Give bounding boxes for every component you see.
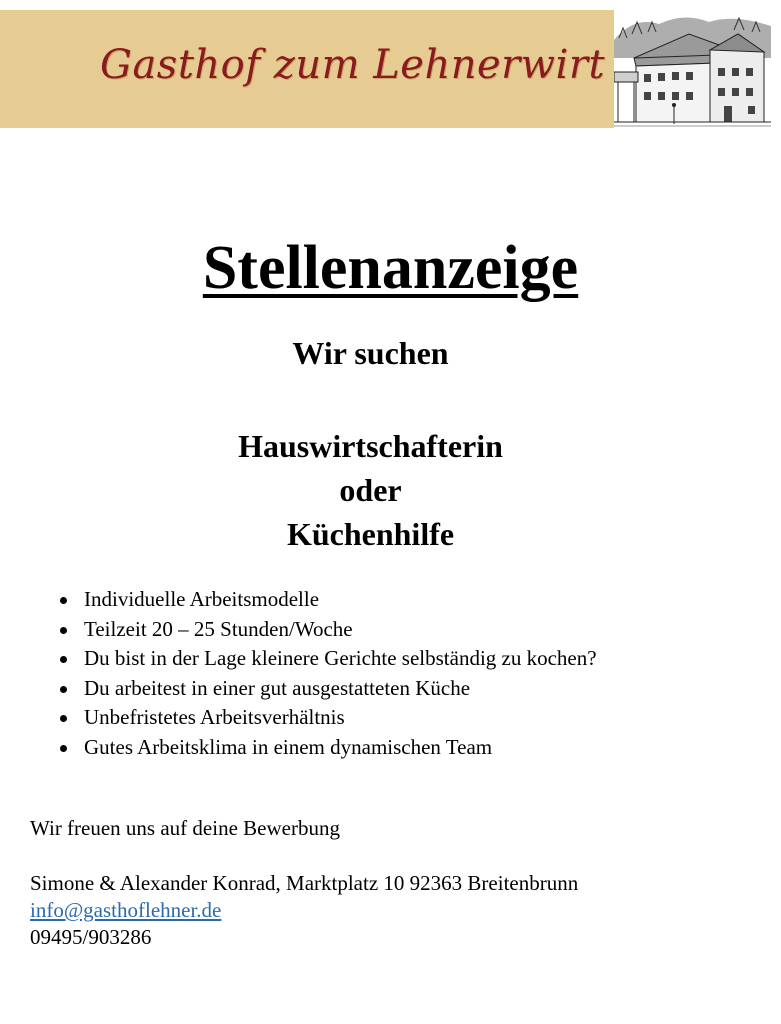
bullet-icon [60,686,67,693]
benefit-item [58,615,597,645]
closing-text: Wir freuen uns auf deine Bewerbung [30,816,340,840]
inn-building-sketch [614,10,771,128]
position-connector: oder [339,472,402,508]
benefit-item [58,703,597,733]
bullet-icon [60,715,67,722]
bullet-icon [60,627,67,634]
benefit-text: Du bist in der Lage kleinere Gerichte selbständig zu kochen? [84,646,597,670]
benefit-item [58,674,597,704]
benefit-text: Du arbeitest in einer gut ausgestatteten Küche [84,675,471,700]
contact-block [30,870,578,951]
contact-phone: 09495/903286 [30,925,152,949]
position-secondary: Küchenhilfe [286,516,455,552]
page-title [0,232,781,304]
header [0,10,781,128]
subtitle: Wir suchen [292,335,449,371]
position-primary: Hauswirtschafterin [238,428,503,464]
benefit-text: Teilzeit 20 – 25 Stunden/Woche [84,616,353,641]
bullet-icon [60,745,67,752]
inn-building-image [614,10,771,128]
bullet-icon [60,656,67,663]
benefit-text: Gutes Arbeitsklima in einem dynamischen Team [84,734,493,759]
title-text: Stellenanzeige [202,234,579,302]
position-block [0,424,741,556]
contact-address: Simone & Alexander Konrad, Marktplatz 10 92363 Breitenbrunn [30,871,579,895]
benefit-text: Unbefristetes Arbeitsverhältnis [84,705,345,729]
benefit-text: Individuelle Arbeitsmodelle [84,587,320,611]
brand-title: Gasthof zum Lehnerwirt [100,42,606,88]
benefit-item [58,585,597,615]
email-link[interactable]: info@gasthoflehner.de [30,898,222,922]
header-band [0,10,616,128]
benefits-list [58,585,597,762]
benefit-item [58,644,597,674]
benefit-item [58,733,597,763]
bullet-icon [60,597,67,604]
